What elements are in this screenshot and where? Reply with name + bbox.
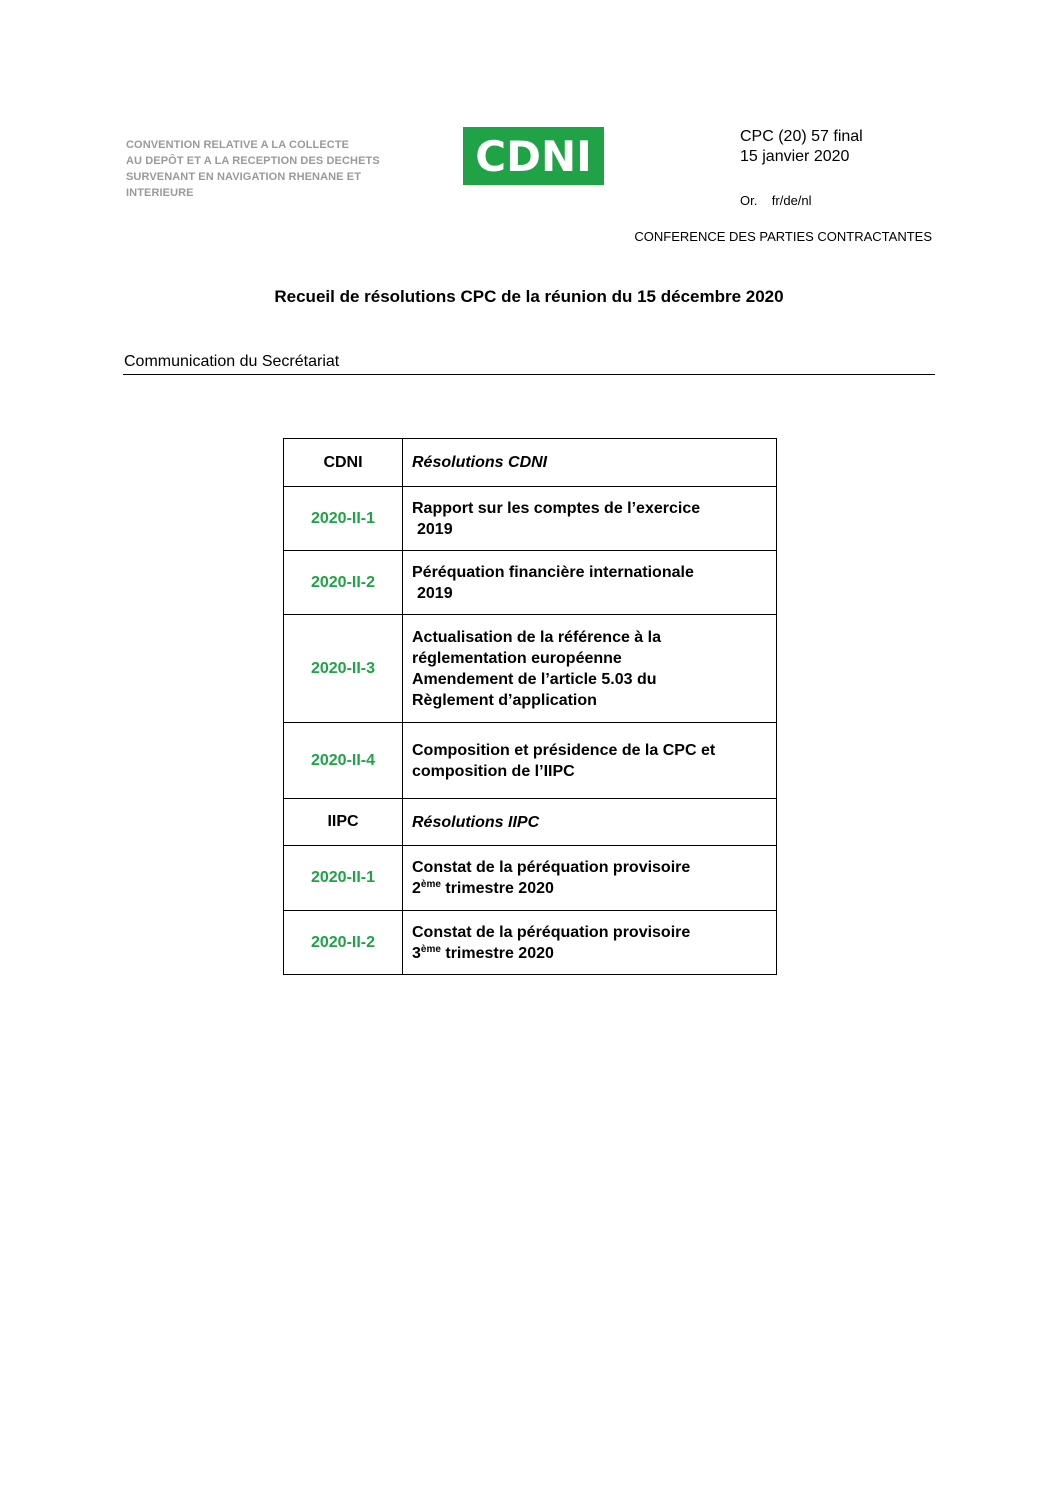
description-line bbox=[412, 878, 766, 899]
table-row bbox=[284, 911, 777, 975]
communication-label: Communication du Secrétariat bbox=[124, 353, 340, 370]
ordinal-suffix: ème bbox=[420, 879, 441, 890]
section-code: CDNI bbox=[284, 439, 403, 487]
description-line: réglementation européenne bbox=[412, 649, 622, 667]
table-row bbox=[284, 799, 777, 846]
description-line: composition de l’IIPC bbox=[412, 762, 575, 780]
original-languages: Or. fr/de/nl bbox=[740, 193, 812, 208]
org-line: INTERIEURE bbox=[126, 187, 194, 199]
table-row bbox=[284, 551, 777, 615]
resolution-code: 2020-II-1 bbox=[284, 846, 403, 911]
organization-name bbox=[126, 137, 426, 201]
resolution-code: 2020-II-1 bbox=[284, 487, 403, 551]
description-line: Actualisation de la référence à la bbox=[412, 628, 661, 646]
document-reference-block bbox=[740, 127, 863, 167]
table-row bbox=[284, 487, 777, 551]
resolution-description bbox=[403, 723, 777, 799]
section-heading bbox=[403, 799, 777, 846]
description-line: Rapport sur les comptes de l’exercice bbox=[412, 499, 701, 517]
ordinal-number: 2 bbox=[412, 880, 421, 897]
ordinal-rest: trimestre 2020 bbox=[440, 880, 554, 897]
table-row bbox=[284, 723, 777, 799]
section-heading-text: Résolutions CDNI bbox=[412, 454, 548, 471]
resolution-code: 2020-II-4 bbox=[284, 723, 403, 799]
section-code: IIPC bbox=[284, 799, 403, 846]
description-line: Constat de la péréquation provisoire bbox=[412, 859, 691, 876]
section-heading-text: Résolutions IIPC bbox=[412, 813, 540, 831]
ordinal-number: 3 bbox=[412, 944, 421, 962]
resolution-code: 2020-II-2 bbox=[284, 911, 403, 975]
description-line: Règlement d’application bbox=[412, 691, 597, 709]
section-heading bbox=[403, 439, 777, 487]
description-line: Péréquation financière internationale bbox=[412, 563, 694, 581]
resolution-description bbox=[403, 487, 777, 551]
resolution-description bbox=[403, 551, 777, 615]
description-line: Composition et présidence de la CPC et bbox=[412, 741, 716, 759]
description-line: Constat de la péréquation provisoire bbox=[412, 923, 691, 941]
description-line: 2019 bbox=[417, 584, 453, 602]
cdni-logo: CDNI bbox=[463, 127, 604, 185]
org-line: AU DEPÔT ET A LA RECEPTION DES DECHETS bbox=[126, 155, 380, 167]
horizontal-rule bbox=[123, 374, 935, 375]
resolution-description bbox=[403, 846, 777, 911]
ordinal-suffix: ème bbox=[420, 943, 441, 955]
org-line: CONVENTION RELATIVE A LA COLLECTE bbox=[126, 139, 350, 151]
resolution-code: 2020-II-3 bbox=[284, 615, 403, 723]
document-date: 15 janvier 2020 bbox=[740, 148, 850, 165]
resolution-description bbox=[403, 615, 777, 723]
table-row bbox=[284, 439, 777, 487]
description-line: Amendement de l’article 5.03 du bbox=[412, 670, 657, 688]
resolution-description bbox=[403, 911, 777, 975]
resolution-code: 2020-II-2 bbox=[284, 551, 403, 615]
resolutions-table bbox=[283, 438, 777, 975]
document-reference: CPC (20) 57 final bbox=[740, 128, 863, 145]
table-row bbox=[284, 846, 777, 911]
document-title: Recueil de résolutions CPC de la réunion du 15 décembre 2020 bbox=[274, 287, 784, 306]
table-row bbox=[284, 615, 777, 723]
description-line: 2019 bbox=[417, 520, 453, 538]
org-line: SURVENANT EN NAVIGATION RHENANE ET bbox=[126, 171, 362, 183]
description-line bbox=[412, 943, 766, 964]
conference-name: CONFERENCE DES PARTIES CONTRACTANTES bbox=[634, 229, 932, 244]
ordinal-rest: trimestre 2020 bbox=[440, 944, 554, 962]
